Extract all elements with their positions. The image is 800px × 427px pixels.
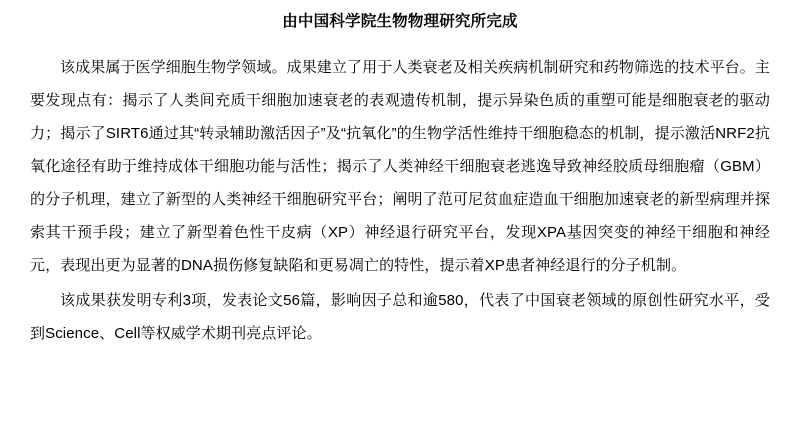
body-paragraph-2: 该成果获发明专利3项，发表论文56篇，影响因子总和逾580，代表了中国衰老领域的原创性研究水平，受到Science、Cell等权威学术期刊亮点评论。	[30, 292, 770, 343]
page-title: 由中国科学院生物物理研究所完成	[282, 13, 518, 30]
body-paragraph-1: 该成果属于医学细胞生物学领域。成果建立了用于人类衰老及相关疾病机制研究和药物筛选的技术平台。主要发现点有：揭示了人类间充质干细胞加速衰老的表观遗传机制，提示异染色质的重塑可能是细胞衰老的驱动力；揭示了SIRT6通过其“转录辅助激活因子”及“抗氧化”的生物学活性维持干细胞稳态的机制，提示激活NRF2抗氧化途径有助于维持成体干细胞功能与活性；揭示了人类神经干细胞衰老逃逸导致神经胶质母细胞瘤（GBM）的分子机理，建立了新型的人类神经干细胞研究平台；阐明了范可尼贫血症造血干细胞加速衰老的新型病理并探索其干预手段；建立了新型着色性干皮病（XP）神经退行研究平台，发现XPA基因突变的神经干细胞和神经元，表现出更为显著的DNA损伤修复缺陷和更易凋亡的特性，提示着XP患者神经退行的分子机制。	[30, 59, 770, 275]
